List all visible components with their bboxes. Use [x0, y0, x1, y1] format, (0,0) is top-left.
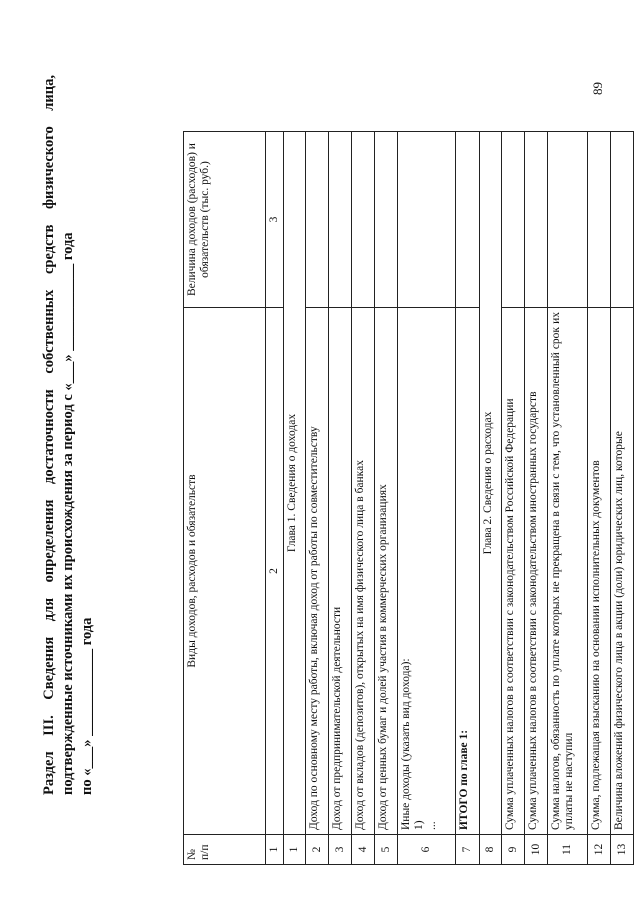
row-number: 13 [611, 835, 634, 865]
amount-cell[interactable] [306, 132, 329, 308]
row-sub-item: ... [426, 821, 438, 830]
row-description: Сумма налогов, обязанность по уплате которых не прекращена в связи с тем, что установленный срок их уплаты не наступил [548, 308, 588, 835]
amount-cell[interactable] [502, 132, 525, 308]
amount-cell[interactable] [611, 132, 634, 308]
row-number: 9 [502, 835, 525, 865]
row-description [398, 308, 456, 835]
table-row [611, 132, 634, 865]
row-number: 10 [525, 835, 548, 865]
row-description: Доход по основному месту работы, включая доход от работы по совместительству [306, 308, 329, 835]
row-description: Доход от ценных бумаг и долей участия в коммерческих организациях [375, 308, 398, 835]
row-number: 12 [588, 835, 611, 865]
amount-cell[interactable] [548, 132, 588, 308]
table-row [306, 132, 329, 865]
heading-line-2: подтвержденные источниками их происхождения за период с «___» ____________ года [60, 232, 76, 795]
row-description: Сумма, подлежащая взысканию на основании исполнительных документов [588, 308, 611, 835]
total-label: ИТОГО по главе 1: [456, 308, 480, 835]
numbering-cell-3: 3 [266, 132, 284, 308]
table-row [329, 132, 352, 865]
amount-cell[interactable] [352, 132, 375, 308]
table-numbering-row [266, 132, 284, 865]
row-description: Доход от предпринимательской деятельности [329, 308, 352, 835]
header-col-types: Виды доходов, расходов и обязательств [184, 308, 266, 835]
row-number: 8 [480, 835, 502, 865]
table-row [352, 132, 375, 865]
row-number: 4 [352, 835, 375, 865]
table-header-row [184, 132, 266, 865]
row-number: 2 [306, 835, 329, 865]
table-row [525, 132, 548, 865]
table-row-total [456, 132, 480, 865]
table-row [502, 132, 525, 865]
row-number: 11 [548, 835, 588, 865]
amount-cell[interactable] [456, 132, 480, 308]
header-col-number: № п/п [184, 835, 266, 865]
numbering-cell-1: 1 [266, 835, 284, 865]
table-row [398, 132, 456, 865]
amount-cell[interactable] [375, 132, 398, 308]
table-row [548, 132, 588, 865]
income-expense-table [183, 131, 634, 865]
row-description: Доход от вкладов (депозитов), открытых на имя физического лица в банках [352, 308, 375, 835]
row-description-text: Иные доходы (указать вид дохода): [400, 658, 412, 830]
row-number: 1 [284, 835, 306, 865]
table-row-chapter-1 [284, 132, 306, 865]
amount-cell[interactable] [525, 132, 548, 308]
table-row [375, 132, 398, 865]
page-number: 89 [590, 82, 605, 95]
row-number: 7 [456, 835, 480, 865]
heading-line-1: Раздел III. Сведения для определения достаточности собственных средств физического лица, [41, 75, 57, 795]
chapter-title: Глава 1. Сведения о доходах [284, 132, 306, 835]
amount-cell[interactable] [588, 132, 611, 308]
row-description: Величина вложений физического лица в акции (доли) юридических лиц, которые [611, 308, 634, 835]
amount-cell[interactable] [329, 132, 352, 308]
row-number: 6 [398, 835, 456, 865]
chapter-title: Глава 2. Сведения о расходах [480, 132, 502, 835]
header-col-amount: Величина доходов (расходов) и обязательств (тыс. руб.) [184, 132, 266, 308]
table-row-chapter-2 [480, 132, 502, 865]
heading-line-3: по «___» ____________ года [79, 617, 95, 795]
table-row [588, 132, 611, 865]
row-sub-item: 1) [413, 820, 425, 830]
section-heading [40, 75, 97, 795]
row-number: 3 [329, 835, 352, 865]
numbering-cell-2: 2 [266, 308, 284, 835]
amount-cell[interactable] [398, 132, 456, 308]
row-description: Сумма уплаченных налогов в соответствии с законодательством Российской Федерации [502, 308, 525, 835]
row-description: Сумма уплаченных налогов в соответствии с законодательством иностранных государств [525, 308, 548, 835]
row-number: 5 [375, 835, 398, 865]
